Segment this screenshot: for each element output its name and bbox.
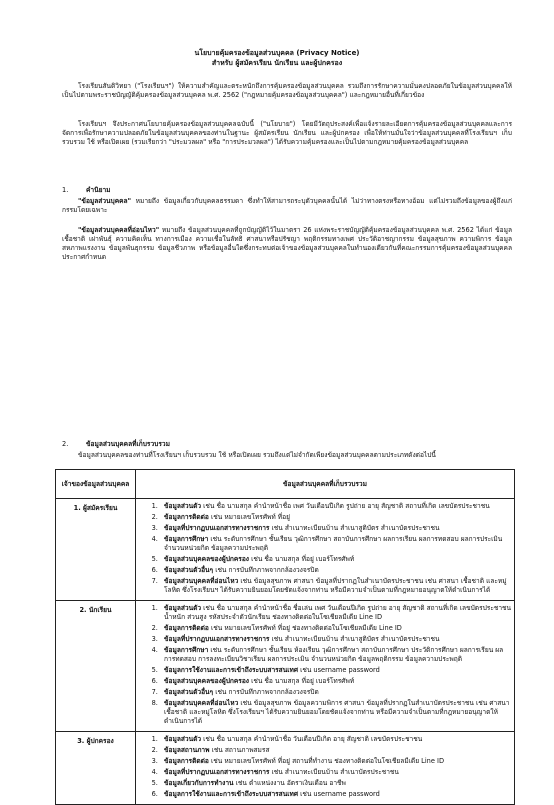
- data-category: ข้อมูลที่ปรากฏบนเอกสารทางราชการ: [164, 635, 270, 643]
- data-examples: เช่น ข้อมูลสุขภาพ ข้อมูลความพิการ ศาสนา ข้อมูลที่ปรากฏในสำเนาบัตรประชาชน เช่น ศาสนา เชื้อชาติ และหมู่โลหิต ซึ่งโรงเรียนฯ ได้รับความยินยอมโดยชัดแจ้งจากท่าน หรือมีความจำเป็นตามที่กฎหมายอนุญาตให้ดำเนินการได้: [164, 699, 510, 725]
- data-examples: เช่น ชื่อ นามสกุล ที่อยู่ เบอร์โทรศัพท์: [249, 555, 355, 563]
- table-header-row: [56, 470, 515, 499]
- collected-data-list: [138, 604, 512, 726]
- list-item: [160, 502, 512, 511]
- intro-paragraph-2: [62, 120, 512, 147]
- data-category: ข้อมูลสถานภาพ: [164, 746, 210, 754]
- collected-data-list: [138, 502, 512, 595]
- data-examples: เช่น username password: [298, 666, 380, 674]
- intro-paragraph-1: [62, 82, 512, 100]
- document-subtitle: สำหรับ ผู้สมัครเรียน นักเรียน และผู้ปกครอง: [211, 59, 343, 67]
- data-examples: เช่น ชื่อ นามสกุล คำนำหน้าชื่อ วันเดือนปีเกิด อายุ สัญชาติ เลขบัตรประชาชน: [201, 735, 423, 743]
- data-examples: เช่น ระดับการศึกษา ชั้นเรียน วุฒิการศึกษา สถาบันการศึกษา ผลการเรียน ผลการทดสอบ ผลการประเมิน จำนวนหน่วยกิต ข้อมูลความประพฤติ: [164, 535, 503, 552]
- list-item: [160, 635, 512, 644]
- definition-term: "ข้อมูลส่วนบุคคล": [78, 197, 132, 205]
- list-item: [160, 535, 512, 553]
- data-category: ข้อมูลการศึกษา: [164, 646, 209, 654]
- section-title: คำนิยาม: [86, 186, 111, 194]
- data-examples: เช่น ชื่อ นามสกุล คำนำหน้าชื่อ เพศ วันเดือนปีเกิด รูปถ่าย อายุ สัญชาติ สถานที่เกิด เลขบัตรประชาชน: [201, 502, 490, 510]
- collected-data-table: [55, 469, 515, 805]
- table-row: [56, 499, 515, 601]
- data-examples: เช่น สำเนาทะเบียนบ้าน สำเนาสูติบัตร สำเนาบัตรประชาชน: [269, 635, 440, 643]
- list-item: [160, 735, 512, 744]
- data-examples: เช่น หมายเลขโทรศัพท์ ที่อยู่ ช่องทางติดต่อในโซเชียลมีเดีย Line ID: [208, 624, 402, 632]
- data-examples: เช่น การบันทึกภาพจากกล้องวงจรปิด: [213, 566, 319, 574]
- definition-text: หมายถึง ข้อมูลส่วนบุคคลที่ถูกบัญญัติไว้ในมาตรา 26 แห่งพระราชบัญญัติคุ้มครองข้อมูลส่วนบุคคล พ.ศ. 2562 ได้แก่ ข้อมูลเชื้อชาติ เผ่าพันธุ์ ความคิดเห็น ทางการเมือง ความเชื่อในลัทธิ ศาสนาหรือปรัชญา พฤติกรรมทางเพศ ประวัติอาชญากรรม ข้อมูลสุขภาพ ความพิการ ข้อมูลสหภาพแรงงาน ข้อมูลพันธุกรรม ข้อมูลชีวภาพ หรือข้อมูลอื่นใดซึ่งกระทบต่อเจ้าของข้อมูลส่วนบุคคลในทำนองเดียวกันที่คณะกรรมการคุ้มครองข้อมูลส่วนบุคคลประกาศกำหนด: [62, 226, 512, 261]
- list-item: [160, 624, 512, 633]
- list-item: [160, 699, 512, 726]
- definition-term: "ข้อมูลส่วนบุคคลที่อ่อนไหว": [78, 226, 160, 234]
- list-item: [160, 688, 512, 697]
- section-1-heading: [62, 186, 512, 195]
- data-category: ข้อมูลส่วนบุคคลของผู้ปกครอง: [164, 555, 249, 563]
- data-examples: เช่น ข้อมูลสุขภาพ ศาสนา ข้อมูลที่ปรากฏในสำเนาบัตรประชาชน เช่น ศาสนา เชื้อชาติ และหมู่โลหิต ซึ่งโรงเรียนฯ ได้รับความยินยอมโดยชัดแจ้งจากท่าน หรือมีความจำเป็นตามที่กฎหมายอนุญาตให้ดำเนินการได้: [164, 577, 507, 594]
- data-examples: เช่น สำเนาทะเบียนบ้าน สำเนาบัตรประชาชน: [269, 768, 399, 776]
- data-examples: เช่น สถานภาพสมรส: [209, 746, 270, 754]
- collected-data-list: [138, 735, 512, 799]
- data-category: ข้อมูลส่วนตัว: [164, 735, 202, 743]
- header-collected-data: ข้อมูลส่วนบุคคลที่เก็บรวบรวม: [136, 470, 515, 499]
- data-category: ข้อมูลการติดต่อ: [164, 513, 209, 521]
- section-2-heading: [62, 440, 512, 449]
- header-owner: เจ้าของข้อมูลส่วนบุคคล: [56, 470, 136, 499]
- list-item: [160, 524, 512, 533]
- intro-text-2: โรงเรียนฯ จึงประกาศนโยบายคุ้มครองข้อมูลส่วนบุคคลฉบับนี้ ("นโยบาย") โดยมีวัตถุประสงค์เพื่อแจ้งรายละเอียดการคุ้มครองข้อมูลส่วนบุคคลและการจัดการเพื่อรักษาความปลอดภัยในข้อมูลส่วนบุคคลของท่านในฐานะ ผู้สมัครเรียน นักเรียน และผู้ปกครอง เพื่อให้ท่านมั่นใจว่าข้อมูลส่วนบุคคลที่โรงเรียนฯ เก็บรวบรวม ใช้ หรือเปิดเผย (รวมเรียกว่า "ประมวลผล" หรือ "การประมวลผล") ได้รับความคุ้มครองและเป็นไปตามกฎหมายคุ้มครองข้อมูลส่วนบุคคล: [62, 120, 512, 146]
- data-category: ข้อมูลการติดต่อ: [164, 624, 209, 632]
- data-category: ข้อมูลส่วนตัว: [164, 502, 202, 510]
- data-examples: เช่น ตำแหน่งงาน อัตราเงินเดือน อาชีพ: [233, 779, 346, 787]
- list-item: [160, 746, 512, 755]
- data-category: ข้อมูลที่ปรากฏบนเอกสารทางราชการ: [164, 768, 270, 776]
- list-item: [160, 566, 512, 575]
- list-item: [160, 646, 512, 664]
- data-category: ข้อมูลส่วนบุคคลที่อ่อนไหว: [164, 699, 239, 707]
- data-examples: เช่น สำเนาทะเบียนบ้าน สำเนาสูติบัตร สำเนาบัตรประชาชน: [269, 524, 440, 532]
- data-examples: เช่น ชื่อ นามสกุล ที่อยู่ เบอร์โทรศัพท์: [249, 677, 355, 685]
- collected-data-cell: [136, 499, 515, 601]
- data-category: ข้อมูลการติดต่อ: [164, 757, 209, 765]
- definition-personal-data: [62, 197, 512, 215]
- section-title: ข้อมูลส่วนบุคคลที่เก็บรวบรวม: [86, 440, 170, 448]
- data-category: ข้อมูลส่วนตัวอื่นๆ: [164, 566, 214, 574]
- collected-data-cell: [136, 601, 515, 732]
- table-row: [56, 601, 515, 732]
- data-category: ข้อมูลการศึกษา: [164, 535, 209, 543]
- definition-sensitive-data: [62, 226, 512, 262]
- data-examples: เช่น หมายเลขโทรศัพท์ ที่อยู่ สถานที่ทำงาน ช่องทางติดต่อในโซเชียลมีเดีย Line ID: [208, 757, 445, 765]
- list-item: [160, 604, 512, 622]
- data-examples: เช่น การบันทึกภาพจากกล้องวงจรปิด: [213, 688, 319, 696]
- data-owner-cell: 3. ผู้ปกครอง: [56, 732, 136, 805]
- list-item: [160, 577, 512, 595]
- data-owner-cell: 2. นักเรียน: [56, 601, 136, 732]
- list-item: [160, 779, 512, 788]
- data-category: ข้อมูลส่วนบุคคลที่อ่อนไหว: [164, 577, 239, 585]
- data-category: ข้อมูลส่วนตัวอื่นๆ: [164, 688, 214, 696]
- list-item: [160, 768, 512, 777]
- data-category: ข้อมูลการใช้งานและการเข้าถึงระบบสารสนเทศ: [164, 790, 298, 798]
- list-item: [160, 790, 512, 799]
- list-item: [160, 757, 512, 766]
- data-category: ข้อมูลส่วนบุคคลของผู้ปกครอง: [164, 677, 249, 685]
- data-category: ข้อมูลส่วนตัว: [164, 604, 202, 612]
- table-row: [56, 732, 515, 805]
- list-item: [160, 513, 512, 522]
- definition-text: หมายถึง ข้อมูลเกี่ยวกับบุคคลธรรมดา ซึ่งทำให้สามารถระบุตัวบุคคลนั้นได้ ไม่ว่าทางตรงหรือทางอ้อม แต่ไม่รวมถึงข้อมูลของผู้ถึงแก่กรรมโดยเฉพาะ: [62, 197, 512, 214]
- data-category: ข้อมูลเกี่ยวกับการทำงาน: [164, 779, 234, 787]
- data-category: ข้อมูลที่ปรากฏบนเอกสารทางราชการ: [164, 524, 270, 532]
- section-2-paragraph: ข้อมูลส่วนบุคคลของท่านที่โรงเรียนฯ เก็บรวบรวม ใช้ หรือเปิดเผย รวมถึงแต่ไม่จำกัดเพียงข้อมูลส่วนบุคคลตามประเภทดังต่อไปนี้: [78, 451, 436, 459]
- data-examples: เช่น username password: [298, 790, 380, 798]
- list-item: [160, 677, 512, 686]
- collected-data-cell: [136, 732, 515, 805]
- data-category: ข้อมูลการใช้งานและการเข้าถึงระบบสารสนเทศ: [164, 666, 298, 674]
- list-item: [160, 666, 512, 675]
- data-examples: เช่น ระดับการศึกษา ชั้นเรียน ห้องเรียน วุฒิการศึกษา สถาบันการศึกษา ประวัติการศึกษา ผลการเรียน ผลการทดสอบ การลงทะเบียนวิชาเรียน ผลการประเมิน จำนวนหน่วยกิต ข้อมูลพฤติกรรม ข้อมูลความประพฤติ: [164, 646, 504, 663]
- data-owner-cell: 1. ผู้สมัครเรียน: [56, 499, 136, 601]
- section-number: 2.: [62, 440, 69, 448]
- section-number: 1.: [62, 186, 69, 194]
- section-2-text: [62, 451, 512, 460]
- list-item: [160, 555, 512, 564]
- data-examples: เช่น หมายเลขโทรศัพท์ ที่อยู่: [208, 513, 290, 521]
- intro-text-1: โรงเรียนสันติวิทยา ("โรงเรียนฯ") ให้ความสำคัญและตระหนักถึงการคุ้มครองข้อมูลส่วนบุคคล รวมถึงการรักษาความมั่นคงปลอดภัยในข้อมูลส่วนบุคคลให้เป็นไปตามพระราชบัญญัติคุ้มครองข้อมูลส่วนบุคคล พ.ศ. 2562 ("กฎหมายคุ้มครองข้อมูลส่วนบุคคล") และกฎหมายอื่นที่เกี่ยวข้อง: [62, 82, 512, 99]
- document-title: นโยบายคุ้มครองข้อมูลส่วนบุคคล (Privacy Notice): [194, 49, 360, 57]
- data-examples: เช่น ชื่อ นามสกุล คำนำหน้าชื่อ ชื่อเล่น เพศ วันเดือนปีเกิด รูปถ่าย อายุ สัญชาติ สถานที่เกิด เลขบัตรประชาชน น้ำหนัก ส่วนสูง รหัสประจำตัวนักเรียน ช่องทางติดต่อในโซเชียลมีเดีย Line ID: [164, 604, 512, 621]
